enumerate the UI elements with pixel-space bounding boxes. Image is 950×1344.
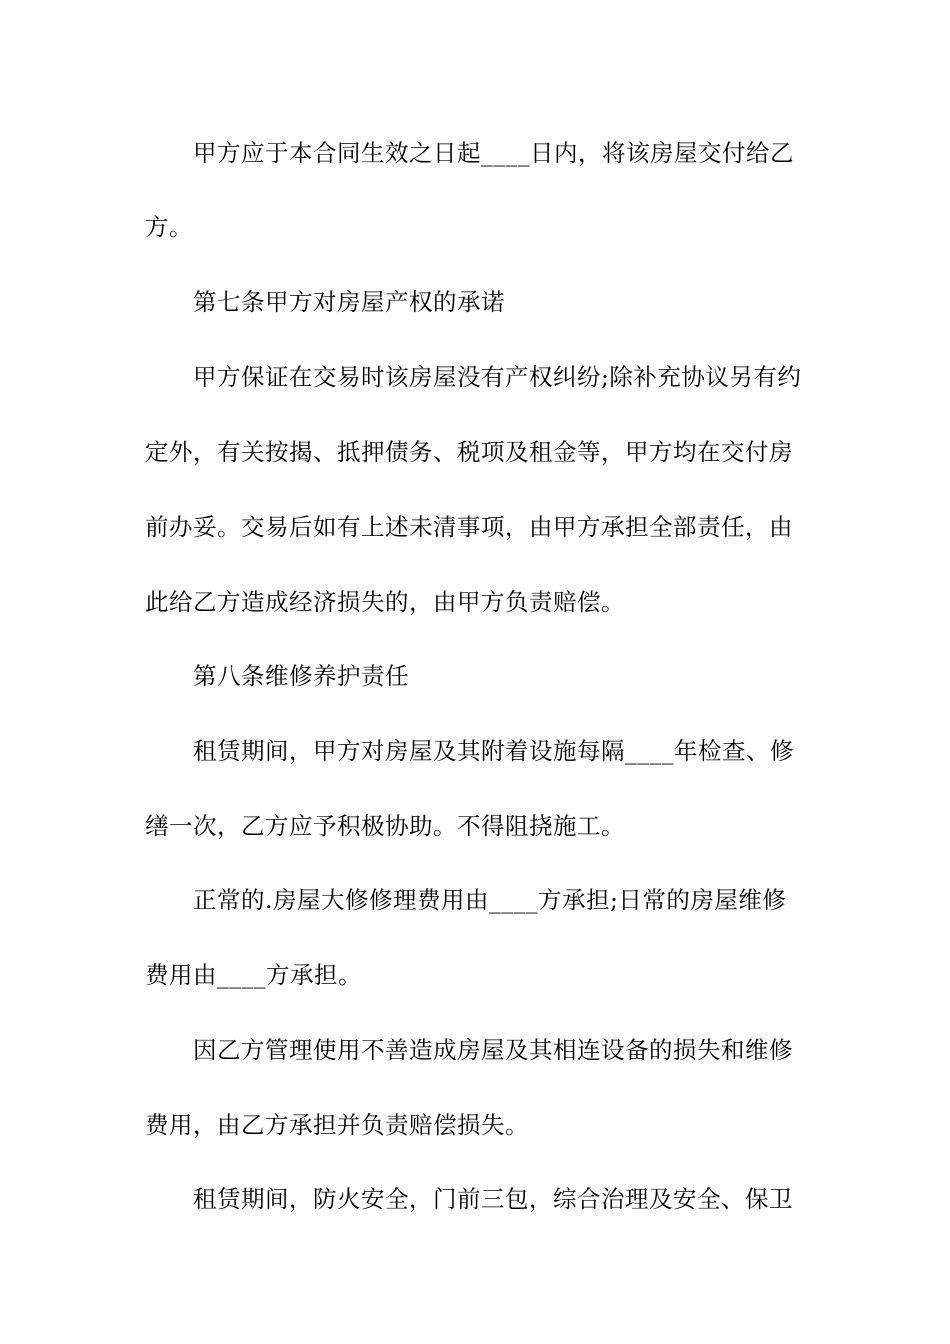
paragraph-line: 前办妥。交易后如有上述未清事项，由甲方承担全部责任，由 xyxy=(145,513,793,541)
paragraph-line: 方。 xyxy=(145,213,193,241)
paragraph-line: 定外，有关按揭、抵押债务、税项及租金等，甲方均在交付房 xyxy=(145,438,793,466)
paragraph-line: 费用由____方承担。 xyxy=(145,961,362,989)
paragraph-line: 甲方应于本合同生效之日起____日内，将该房屋交付给乙 xyxy=(193,139,794,167)
section-heading: 第七条甲方对房屋产权的承诺 xyxy=(193,288,505,316)
paragraph-line: 租赁期间，防火安全，门前三包，综合治理及安全、保卫 xyxy=(193,1185,793,1213)
paragraph-line: 缮一次，乙方应予积极协助。不得阻挠施工。 xyxy=(145,812,625,840)
paragraph-line: 因乙方管理使用不善造成房屋及其相连设备的损失和维修 xyxy=(193,1036,793,1064)
paragraph-line: 甲方保证在交易时该房屋没有产权纠纷;除补充协议另有约 xyxy=(193,363,802,391)
paragraph-line: 租赁期间，甲方对房屋及其附着设施每隔____年检查、修 xyxy=(193,737,794,765)
section-heading: 第八条维修养护责任 xyxy=(193,662,409,690)
paragraph-line: 费用，由乙方承担并负责赔偿损失。 xyxy=(145,1111,529,1139)
paragraph-line: 此给乙方造成经济损失的，由甲方负责赔偿。 xyxy=(145,588,625,616)
paragraph-line: 正常的.房屋大修修理费用由____方承担;日常的房屋维修 xyxy=(193,886,787,914)
